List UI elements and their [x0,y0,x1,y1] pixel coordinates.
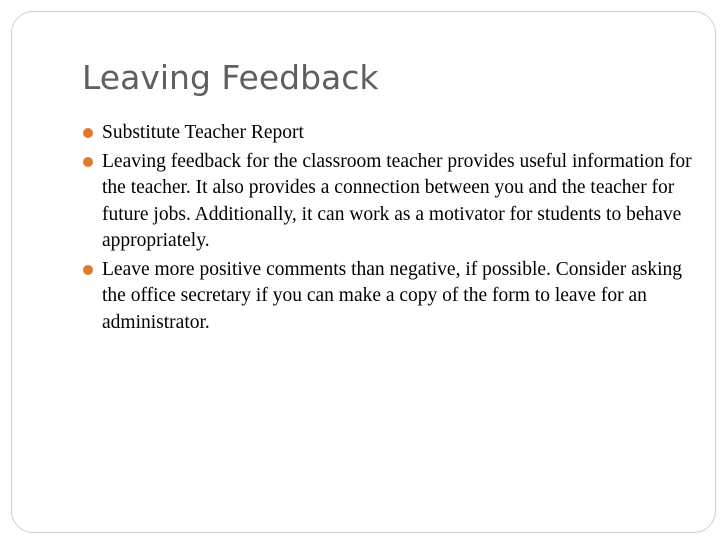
bullet-dot-icon [83,157,93,167]
bullet-list [82,120,702,336]
bullet-text: Leave more positive comments than negative, if possible. Consider asking the office secretary if you can make a copy of the form to leave for an administrator. [102,258,682,333]
bullet-dot-icon [83,128,93,138]
bullet-text: Substitute Teacher Report [102,122,304,143]
bullet-item [82,149,702,255]
slide-title: Leaving Feedback [82,58,379,97]
bullet-item [82,120,702,147]
bullet-text: Leaving feedback for the classroom teacher provides useful information for the teacher. It also provides a connection between you and the teacher for future jobs. Additionally, it can work as a motivator for students to behave appropriately. [102,150,692,251]
bullet-item [82,257,702,337]
bullet-dot-icon [83,265,93,275]
